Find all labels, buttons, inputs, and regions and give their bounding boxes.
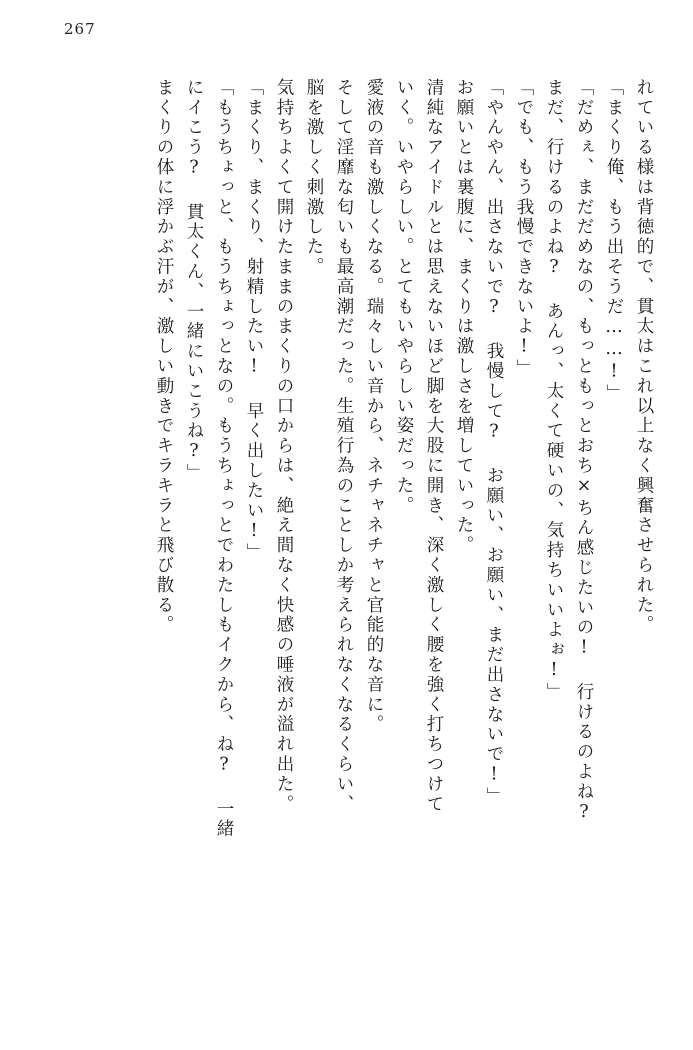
text-line: まだ、行けるのよね? あんっ、太くて硬いの、気持ちいいよぉ!」: [544, 78, 564, 703]
text-line: 清純なアイドルとは思えないほど脚を大股に開き、深く激しく腰を強く打ちつけて: [424, 78, 444, 815]
text-line: 「やんやん、出さないで? 我慢して? お願い、お願い、まだ出さないで!」: [484, 78, 504, 807]
text-line: 脳を激しく刺激した。: [304, 78, 324, 277]
text-line: そして淫靡な匂いも最高潮だった。生殖行為のことしか考えられなくなるくらい、: [334, 78, 354, 815]
vertical-text-body: [32, 78, 659, 1008]
text-line: れている様は背徳的で、貫太はこれ以上なく興奮させられた。: [634, 78, 654, 636]
text-line: いく。いやらしい。とてもいやらしい姿だった。: [394, 78, 414, 516]
text-line: にイこう? 貫太くん、一緒にいこうね?」: [184, 78, 204, 484]
text-line: 愛液の音も激しくなる。瑞々しい音から、ネチャネチャと官能的な音に。: [364, 78, 384, 735]
text-line: まくりの体に浮かぶ汗が、激しい動きでキラキラと飛び散る。: [154, 78, 174, 636]
text-line: 「でも、もう我慢できないよ!」: [514, 78, 534, 379]
text-line: お願いとは裏腹に、まくりは激しさを増していった。: [454, 78, 474, 556]
page-number: 267: [64, 20, 96, 38]
text-line: 「だめぇ、まだだめなの、もっともっとおち×ちん感じたいの! 行けるのよね?: [574, 78, 594, 825]
text-line: 気持ちよくて開けたままのまくりの口からは、絶え間なく快感の唾液が溢れ出た。: [274, 78, 294, 815]
text-line: 「もうちょっと、もうちょっとなの。もうちょっとでわたしもイクから、ね? 一緒: [214, 78, 234, 840]
text-line: 「まくり、まくり、射精したい! 早く出したい!」: [244, 78, 264, 564]
text-line: 「まくり俺、もう出そうだ……!」: [604, 78, 624, 404]
